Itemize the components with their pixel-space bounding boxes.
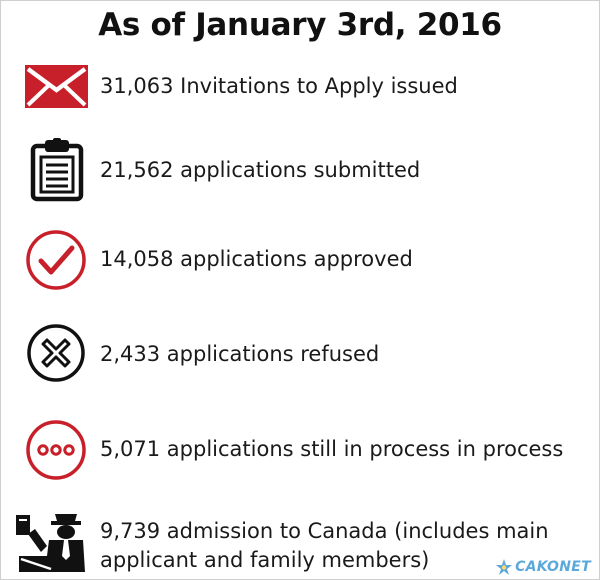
- stat-invitations-issued: 31,063 Invitations to Apply issued: [100, 74, 458, 98]
- watermark-text: CAKONET: [515, 559, 591, 575]
- stat-applications-approved: 14,058 applications approved: [100, 247, 413, 271]
- stat-admissions-to-canada: 9,739 admission to Canada (includes main applicant and family members): [100, 519, 549, 572]
- page-title: As of January 3rd, 2016: [98, 7, 502, 43]
- stat-applications-refused: 2,433 applications refused: [100, 342, 380, 366]
- ellipsis-circle-icon: [25, 419, 87, 481]
- checkmark-circle-icon: [25, 229, 87, 291]
- stat-applications-in-process: 5,071 applications still in process in process: [100, 437, 564, 461]
- clipboard-icon: [30, 138, 84, 202]
- cakonet-logo-icon: [496, 559, 512, 575]
- stat-applications-submitted: 21,562 applications submitted: [100, 158, 421, 182]
- immigration-officer-icon: [15, 512, 87, 575]
- envelope-icon: [25, 65, 88, 108]
- x-circle-icon: [26, 323, 86, 383]
- watermark: [496, 559, 591, 575]
